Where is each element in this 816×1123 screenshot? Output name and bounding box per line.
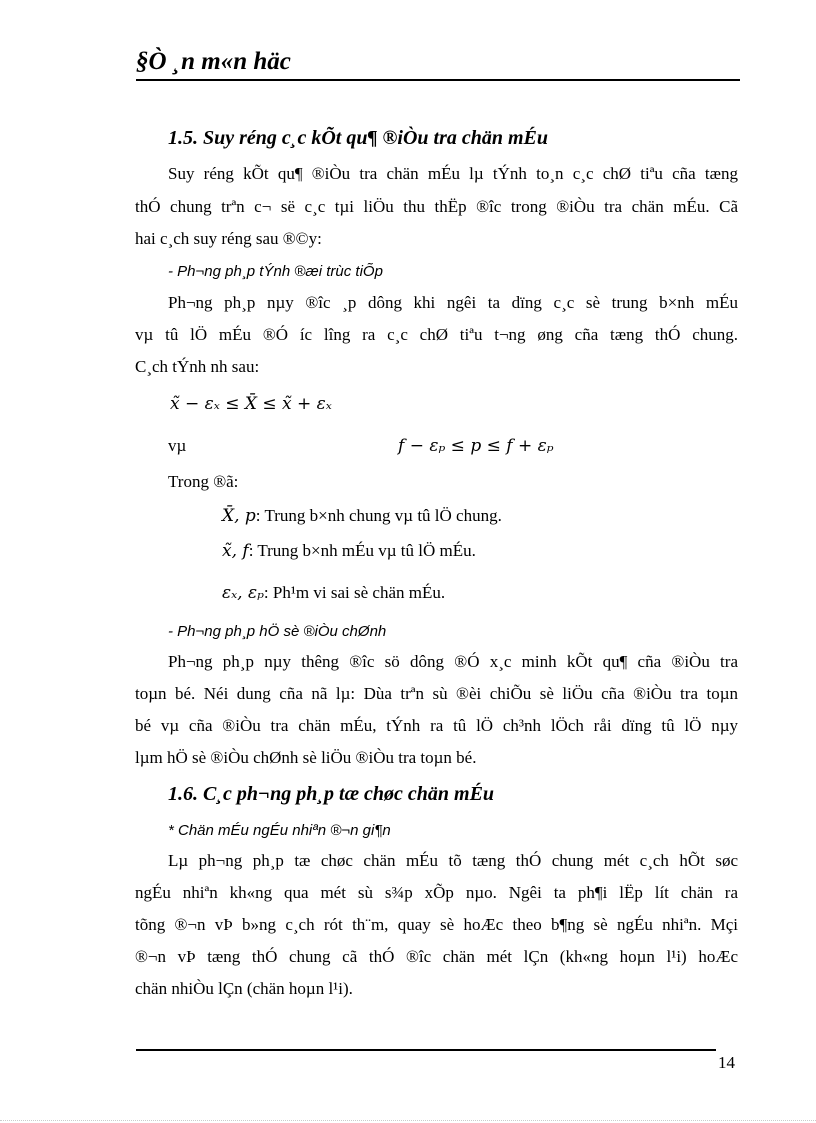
formula-mean-interval: x̃ − εₓ ≤ X̄ ≤ x̃ + εₓ — [170, 394, 332, 414]
paragraph-line: Suy réng kÕt qu¶ ®iÒu tra chän mÉu lµ tÝnh to¸n c¸c chØ tiªu cña tæng — [168, 164, 738, 183]
paragraph-line: tõng ®¬n vÞ b»ng c¸ch rót th¨m, quay sè hoÆc theo b¶ng sè ngÉu nhiªn. Mçi — [135, 915, 738, 934]
definition-item — [222, 583, 445, 603]
definition-item — [222, 506, 502, 526]
paragraph-line: vµ tû lÖ mÉu ®Ó íc lîng ra c¸c chØ tiªu t¬ng øng cña tæng thÓ chung. — [135, 325, 738, 344]
paragraph-line: ngÉu nhiªn kh«ng qua mét sù s¾p xÕp nµo. Ngêi ta ph¶i lËp lít chän ra — [135, 883, 738, 902]
definition-item — [222, 541, 476, 561]
definition-text: : Trung b×nh chung vµ tû lÖ chung. — [255, 506, 502, 525]
formula-proportion-interval: f − εₚ ≤ p ≤ f + εₚ — [398, 436, 554, 456]
paragraph-line: Ph¬ng ph¸p nµy thêng ®îc sö dông ®Ó x¸c minh kÕt qu¶ cña ®iÒu tra — [168, 652, 738, 671]
paragraph-line: lµm hÖ sè ®iÒu chØnh sè liÖu ®iÒu tra toµn bé. — [135, 748, 477, 767]
paragraph-line: chän nhiÒu lÇn (chän hoµn l¹i). — [135, 979, 353, 998]
paragraph-line: Ph¬ng ph¸p nµy ®îc ¸p dông khi ngêi ta dïng c¸c sè trung b×nh mÉu — [168, 293, 738, 312]
footer-rule — [136, 1049, 716, 1051]
paragraph-line: C¸ch tÝnh nh sau: — [135, 357, 260, 376]
where-label: Trong ®ã: — [168, 472, 239, 491]
header-rule — [136, 79, 740, 81]
definition-text: : Trung b×nh mÉu vµ tû lÖ mÉu. — [248, 541, 476, 560]
paragraph-line: toµn bé. Néi dung cña nã lµ: Dùa trªn sù ®èi chiÕu sè liÖu cña ®iÒu tra toµn — [135, 684, 738, 703]
definition-symbol: εₓ, εₚ — [222, 583, 264, 603]
page-number: 14 — [718, 1053, 735, 1072]
section-heading-1-6: 1.6. C¸c ph¬ng ph¸p tæ chøc chän mÉu — [168, 783, 495, 805]
method-title-direct: - Ph¬ng ph¸p tÝnh ®æi trùc tiÕp — [168, 263, 383, 280]
and-word: vµ — [168, 436, 187, 455]
page-bottom-edge — [0, 1120, 816, 1121]
definition-symbol: x̃, f — [222, 541, 249, 561]
section-heading-1-5: 1.5. Suy réng c¸c kÕt qu¶ ®iÒu tra chän mÉu — [168, 127, 548, 149]
paragraph-line: Lµ ph¬ng ph¸p tæ chøc chän mÉu tõ tæng thÓ chung mét c¸ch hÕt søc — [168, 851, 738, 870]
method-title-adjustment: - Ph¬ng ph¸p hÖ sè ®iÒu chØnh — [168, 623, 387, 640]
definition-symbol: X̄, p — [222, 506, 256, 526]
running-header-title: §Ò ¸n m«n häc — [136, 48, 291, 75]
paragraph-line: hai c¸ch suy réng sau ®©y: — [135, 229, 322, 248]
paragraph-line: bé vµ cña ®iÒu tra chän mÉu, tÝnh ra tû lÖ ch³nh lÖch råi dïng tû lÖ nµy — [135, 716, 738, 735]
paragraph-line: ®¬n vÞ tæng thÓ chung cã thÓ ®îc chän mét lÇn (kh«ng hoµn l¹i) hoÆc — [135, 947, 738, 966]
subsection-title-simple-random: * Chän mÉu ngÉu nhiªn ®¬n gi¶n — [168, 822, 391, 839]
paragraph-line: thÓ chung trªn c¬ së c¸c tµi liÖu thu thËp ®îc trong ®iÒu tra chän mÉu. Cã — [135, 197, 738, 216]
definition-text: : Ph¹m vi sai sè chän mÉu. — [263, 583, 446, 602]
